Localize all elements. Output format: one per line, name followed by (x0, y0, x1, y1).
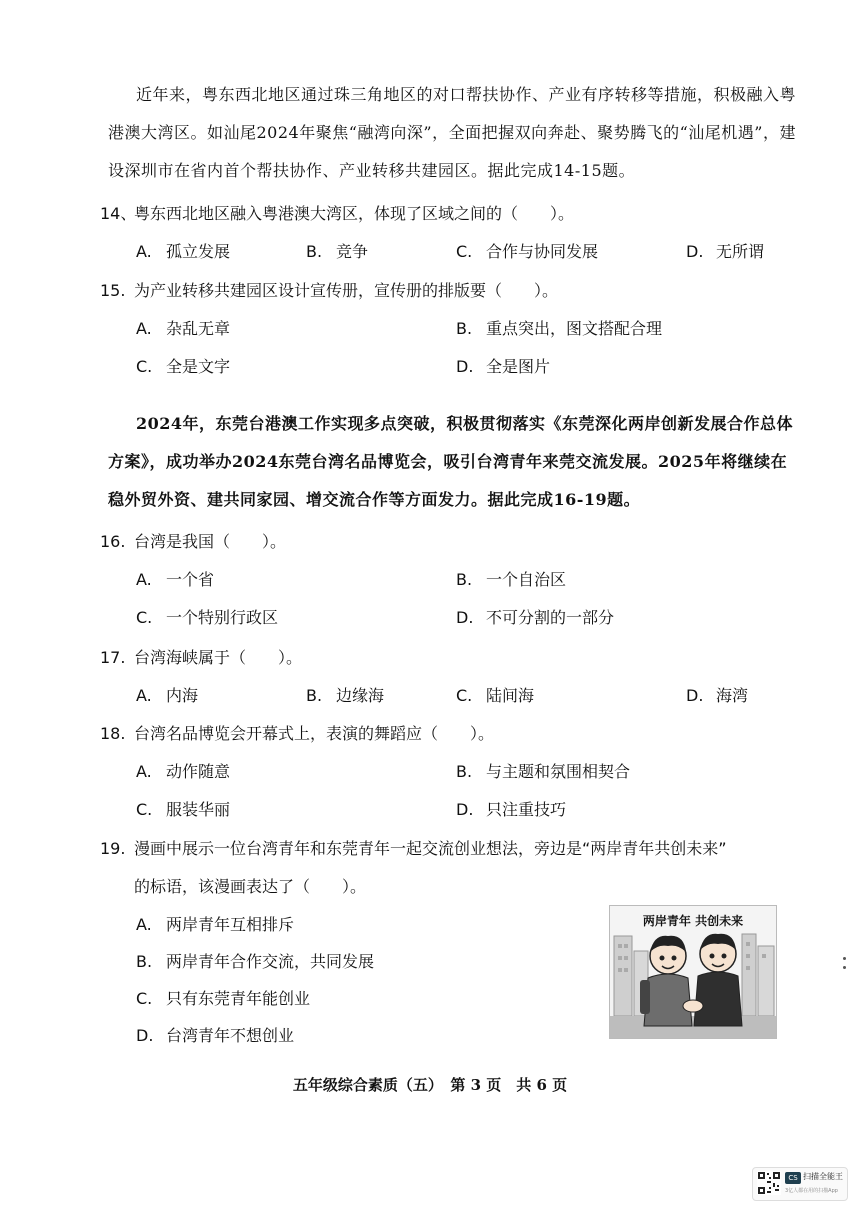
option-text: 全是文字 (166, 357, 231, 376)
option-15-b[interactable] (456, 318, 662, 340)
option-letter: C. (456, 686, 473, 705)
passage-14-15 (108, 76, 798, 190)
option-letter: C. (136, 989, 153, 1008)
option-text: 台湾青年不想创业 (166, 1026, 295, 1045)
question-text: 为产业转移共建园区设计宣传册，宣传册的排版要（ ）。 (134, 281, 559, 300)
option-text: 全是图片 (486, 357, 551, 376)
question-text: 台湾名品博览会开幕式上，表演的舞蹈应（ ）。 (134, 724, 495, 743)
option-15-c[interactable] (136, 356, 230, 378)
option-text: 只有东莞青年能创业 (166, 989, 311, 1008)
option-18-c[interactable] (136, 799, 230, 821)
option-text: 无所谓 (716, 242, 765, 261)
option-letter: D. (456, 608, 474, 627)
option-letter: B. (456, 570, 473, 589)
option-text: 陆间海 (486, 686, 535, 705)
question-text: 的标语，该漫画表达了（ ）。 (134, 877, 367, 896)
option-17-d[interactable] (686, 685, 748, 707)
question-14 (100, 203, 574, 225)
comic-slogan: 两岸青年 共创未来 (642, 914, 744, 928)
question-19 (100, 838, 727, 860)
option-17-b[interactable] (306, 685, 384, 707)
option-text: 孤立发展 (166, 242, 231, 261)
option-14-a[interactable] (136, 241, 230, 263)
option-letter: B. (456, 319, 473, 338)
option-text: 不可分割的一部分 (486, 608, 615, 627)
option-18-d[interactable] (456, 799, 566, 821)
option-letter: D. (136, 1026, 154, 1045)
passage-text: 2024年，东莞台港澳工作实现多点突破，积极贯彻落实《东莞深化两岸创新发展合作总体方案》，成功举办2024东莞台湾名品博览会，吸引台湾青年来莞交流发展。2025年将继续在稳外贸外资、建共同家园、增交流合作等方面发力。据此完成16-19题。 (108, 414, 794, 509)
page-footer: 五年级综合素质（五） 第 3 页 共 6 页 (292, 1076, 568, 1094)
option-letter: A. (136, 319, 152, 338)
option-text: 合作与协同发展 (486, 242, 599, 261)
option-17-c[interactable] (456, 685, 534, 707)
option-letter: B. (456, 762, 473, 781)
question-19-line2 (134, 876, 366, 898)
scan-mark (843, 966, 846, 969)
option-text: 两岸青年互相排斥 (166, 915, 295, 934)
question-16 (100, 531, 286, 553)
option-letter: A. (136, 762, 152, 781)
option-14-c[interactable] (456, 241, 598, 263)
question-number: 15. (100, 281, 126, 300)
question-text: 台湾是我国（ ）。 (134, 532, 287, 551)
scanner-name: 扫描全能王 (803, 1172, 843, 1181)
question-number: 16. (100, 532, 126, 551)
question-17 (100, 647, 302, 669)
option-text: 一个省 (166, 570, 215, 589)
option-15-a[interactable] (136, 318, 230, 340)
option-16-d[interactable] (456, 607, 614, 629)
option-text: 动作随意 (166, 762, 231, 781)
question-15 (100, 280, 558, 302)
option-letter: A. (136, 915, 152, 934)
passage-text: 近年来，粤东西北地区通过珠三角地区的对口帮扶协作、产业有序转移等措施，积极融入粤港澳大湾区。如汕尾2024年聚焦“融湾向深”，全面把握双向奔赴、聚势腾飞的“汕尾机遇”，建设深圳市在省内首个帮扶协作、产业转移共建园区。据此完成14-15题。 (108, 85, 797, 180)
scanner-watermark (752, 1167, 848, 1201)
option-letter: C. (136, 800, 153, 819)
comic-drawing (610, 906, 776, 1038)
option-letter: A. (136, 570, 152, 589)
option-19-b[interactable] (136, 951, 374, 973)
option-text: 两岸青年合作交流，共同发展 (166, 952, 375, 971)
option-16-a[interactable] (136, 569, 214, 591)
option-letter: B. (306, 686, 323, 705)
option-18-a[interactable] (136, 761, 230, 783)
question-text: 漫画中展示一位台湾青年和东莞青年一起交流创业想法，旁边是“两岸青年共创未来” (134, 839, 727, 858)
option-16-b[interactable] (456, 569, 566, 591)
passage-16-19 (108, 405, 798, 519)
question-number: 18. (100, 724, 126, 743)
option-text: 内海 (166, 686, 199, 705)
scanner-logo: CS (785, 1172, 801, 1184)
scanner-tagline: 3亿人都在用的扫描App (785, 1188, 838, 1194)
option-letter: C. (136, 357, 153, 376)
option-text: 只注重技巧 (486, 800, 567, 819)
option-text: 与主题和氛围相契合 (486, 762, 631, 781)
option-text: 杂乱无章 (166, 319, 231, 338)
option-19-c[interactable] (136, 988, 310, 1010)
option-letter: D. (686, 686, 704, 705)
question-text: 台湾海峡属于（ ）。 (134, 648, 303, 667)
option-17-a[interactable] (136, 685, 198, 707)
option-letter: B. (306, 242, 323, 261)
option-19-a[interactable] (136, 914, 294, 936)
option-14-d[interactable] (686, 241, 764, 263)
option-text: 服装华丽 (166, 800, 231, 819)
option-text: 一个自治区 (486, 570, 567, 589)
option-text: 海湾 (716, 686, 749, 705)
option-18-b[interactable] (456, 761, 630, 783)
question-18 (100, 723, 494, 745)
option-text: 竞争 (336, 242, 369, 261)
question-number: 14、 (100, 204, 137, 223)
option-19-d[interactable] (136, 1025, 294, 1047)
option-letter: C. (136, 608, 153, 627)
question-number: 19. (100, 839, 126, 858)
question-text: 粤东西北地区融入粤港澳大湾区，体现了区域之间的（ ）。 (134, 204, 575, 223)
option-16-c[interactable] (136, 607, 278, 629)
option-letter: A. (136, 242, 152, 261)
option-letter: A. (136, 686, 152, 705)
option-14-b[interactable] (306, 241, 368, 263)
qr-code-icon (757, 1171, 781, 1195)
option-letter: B. (136, 952, 153, 971)
option-letter: D. (456, 357, 474, 376)
option-letter: C. (456, 242, 473, 261)
scan-mark (843, 957, 846, 960)
option-15-d[interactable] (456, 356, 550, 378)
question-number: 17. (100, 648, 126, 667)
option-letter: D. (456, 800, 474, 819)
option-letter: D. (686, 242, 704, 261)
option-text: 重点突出，图文搭配合理 (486, 319, 663, 338)
option-text: 边缘海 (336, 686, 385, 705)
comic-illustration (609, 905, 777, 1039)
option-text: 一个特别行政区 (166, 608, 279, 627)
